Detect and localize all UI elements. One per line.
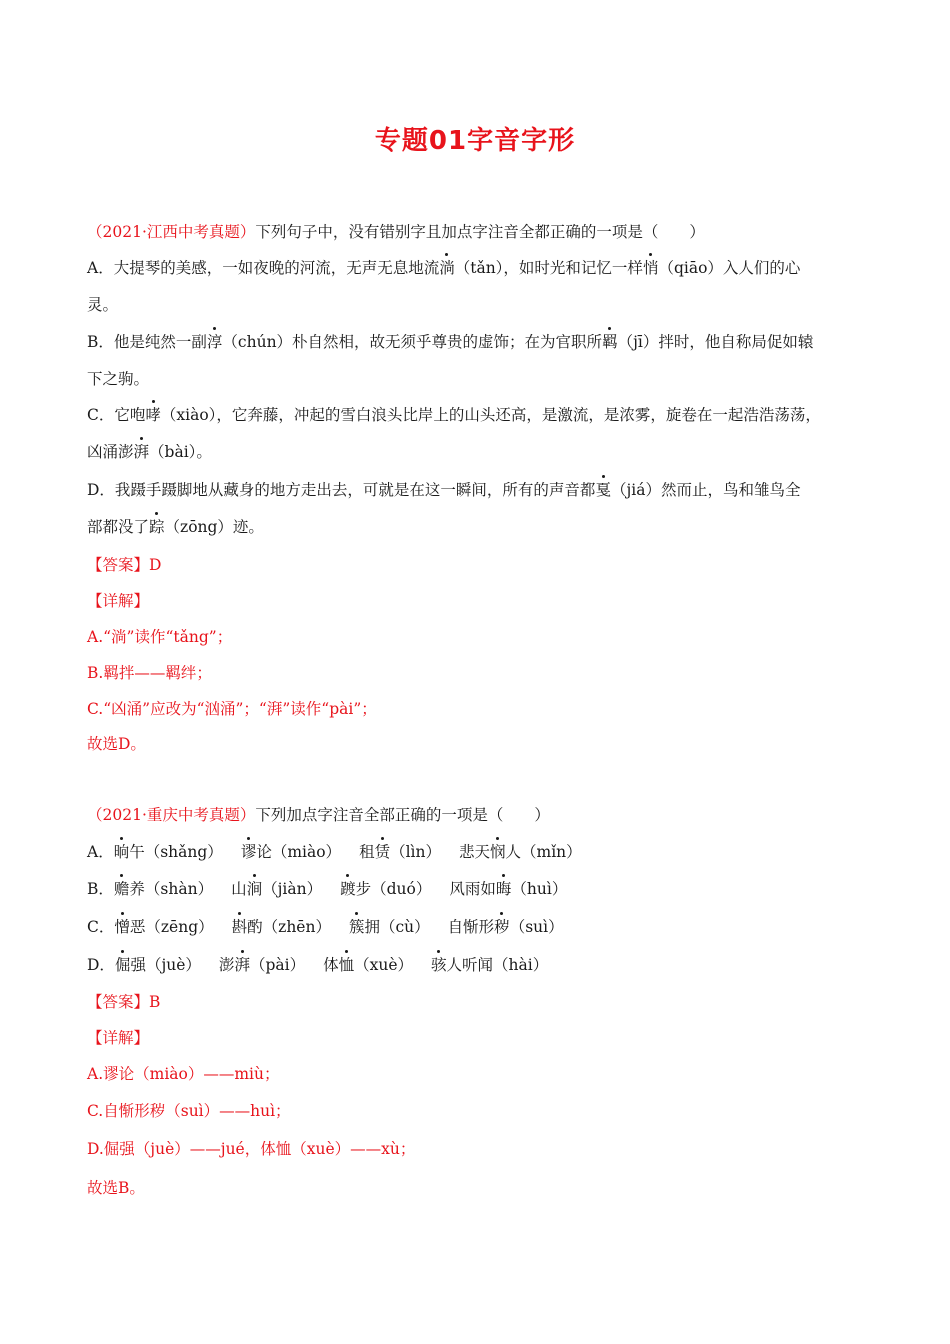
q2-detail-line: 故选B。 <box>87 1179 145 1197</box>
q2-dotted-char: 簇 <box>349 915 365 939</box>
q2-term-text: 论（miào） <box>256 843 342 861</box>
q2-term-text: 风雨如 <box>449 880 496 898</box>
q1-a-dotted-char: 淌 <box>439 256 455 280</box>
q1-detail-line: B.羁拌——羁绊； <box>87 664 212 682</box>
q1-detail-line: C.“凶涌”应改为“汹涌”；“湃”读作“pài”； <box>87 700 377 718</box>
q2-term-text: 澎 <box>218 956 235 974</box>
q2-term-text: （pài） <box>249 956 306 974</box>
q1-detail-line: 故选D。 <box>87 735 146 753</box>
q1-d-text: （jiá）然而止，鸟和雏鸟全 <box>610 481 801 499</box>
q2-detail-line: A.谬论（miào）——miù； <box>87 1065 280 1083</box>
q2-dotted-char: 涧 <box>247 877 263 901</box>
q2-term-text: 拥（cù） <box>364 918 430 936</box>
q2-term-text: 步（duó） <box>355 880 432 898</box>
q1-option-c <box>87 403 821 427</box>
q1-a-text: （qiāo）入人们的心 <box>658 259 801 277</box>
q2-term-text: 悲天 <box>459 843 491 861</box>
q2-dotted-char: 湃 <box>234 953 250 977</box>
q1-c-text: C．它咆 <box>87 406 146 424</box>
q2-term-text: 体 <box>323 956 339 974</box>
q2-dotted-char: 憎 <box>114 915 130 939</box>
q1-b-dotted-char: 淳 <box>207 330 223 354</box>
q2-option-b <box>87 877 567 901</box>
q1-b-dotted-char: 羁 <box>602 330 618 354</box>
q1-c-text: （xiào），它奔藤，冲起的雪白浪头比岸上的山头还高，是激流，是浓雾，旋卷在一起浩浩荡荡， <box>160 406 821 424</box>
q1-option-d <box>87 478 800 502</box>
q1-option-a <box>87 256 800 280</box>
q1-c-dotted-char: 哮 <box>145 403 161 427</box>
q2-term-text: 恶（zēng） <box>129 918 214 936</box>
q1-a-text: （tǎn），如时光和记忆一样 <box>454 259 643 277</box>
q1-source: （2021·江西中考真题） <box>87 223 256 241</box>
q1-answer: 【答案】D <box>87 556 162 574</box>
q2-term-text: 自惭形 <box>447 918 495 936</box>
q2-dotted-char: 倔 <box>115 953 131 977</box>
q2-term-text: 人听闻（hài） <box>446 956 549 974</box>
q2-option-a <box>87 840 582 864</box>
q1-d-dotted-char: 戛 <box>595 478 611 502</box>
q1-b-text: （chún）朴自然相，故无须乎尊贵的虚饰；在为官职所 <box>222 333 603 351</box>
q2-term-text: 养（shàn） <box>129 880 214 898</box>
q2-stem: 下列加点字注音全部正确的一项是（ ） <box>255 806 550 824</box>
q2-dotted-char: 骇 <box>431 953 447 977</box>
q2-stem-line <box>87 803 550 827</box>
q1-detail-head: 【详解】 <box>87 592 150 610</box>
q2-term-text: 人（mǐn） <box>505 843 582 861</box>
q2-term-text: （lìn） <box>390 843 441 861</box>
q1-detail-line: A.“淌”读作“tǎng”； <box>87 628 233 646</box>
q2-a-label: A． <box>87 843 114 861</box>
q2-dotted-char: 赁 <box>375 840 391 864</box>
q2-term-text: （suì） <box>509 918 564 936</box>
q1-option-a-cont: 灵。 <box>87 296 119 314</box>
page-title: 专题01字音字形 <box>374 126 576 156</box>
q2-answer: 【答案】B <box>87 993 161 1011</box>
q2-dotted-char: 斟 <box>232 915 248 939</box>
q2-dotted-char: 晦 <box>496 877 512 901</box>
q2-option-c <box>87 915 564 939</box>
q2-d-label: D． <box>87 956 115 974</box>
q2-term-text: 午（shǎng） <box>129 843 223 861</box>
q1-option-b-cont: 下之驹。 <box>87 370 150 388</box>
q1-c-text: 凶涌澎 <box>87 443 134 461</box>
q2-b-label: B． <box>87 880 114 898</box>
q2-detail-line: C.自惭形秽（suì）——huì； <box>87 1102 291 1120</box>
q2-detail-head: 【详解】 <box>87 1029 150 1047</box>
q1-c-text: （bài）。 <box>149 443 212 461</box>
q1-a-dotted-char: 悄 <box>643 256 659 280</box>
q2-term-text: 酌（zhēn） <box>247 918 331 936</box>
q1-d-dotted-char: 踪 <box>149 515 165 539</box>
q1-stem-line <box>87 220 705 244</box>
q2-term-text: （huì） <box>511 880 568 898</box>
q1-d-text: D．我蹑手蹑脚地从藏身的地方走出去，可就是在这一瞬间，所有的声音都 <box>87 481 596 499</box>
q1-option-d-cont <box>87 515 264 539</box>
q2-dotted-char: 秽 <box>494 915 510 939</box>
q2-option-d <box>87 953 548 977</box>
q2-term-text: 山 <box>231 880 247 898</box>
q1-a-text: A．大提琴的美感，一如夜晚的河流，无声无息地流 <box>87 259 440 277</box>
q2-dotted-char: 赡 <box>114 877 130 901</box>
q1-c-dotted-char: 湃 <box>134 440 150 464</box>
q2-dotted-char: 恤 <box>339 953 355 977</box>
q1-d-text: 部都没了 <box>87 518 150 536</box>
q2-dotted-char: 悯 <box>490 840 506 864</box>
q2-term-text: 强（juè） <box>130 956 201 974</box>
q2-dotted-char: 谬 <box>241 840 257 864</box>
q2-c-label: C． <box>87 918 115 936</box>
q1-b-text: （jī）拌时，他自称局促如辕 <box>617 333 814 351</box>
q1-d-text: （zōng）迹。 <box>164 518 264 536</box>
q1-option-c-cont <box>87 440 212 464</box>
q2-dotted-char: 踱 <box>340 877 356 901</box>
q2-term-text: 租 <box>359 843 375 861</box>
q2-source: （2021·重庆中考真题） <box>87 806 256 824</box>
q2-dotted-char: 晌 <box>114 840 130 864</box>
q1-b-text: B．他是纯然一副 <box>87 333 207 351</box>
q2-detail-line: D.倔强（juè）——jué，体恤（xuè）——xù； <box>87 1140 416 1158</box>
q1-option-b <box>87 330 813 354</box>
q2-term-text: （jiàn） <box>262 880 323 898</box>
q2-term-text: （xuè） <box>354 956 414 974</box>
q1-stem: 下列句子中，没有错别字且加点字注音全都正确的一项是（ ） <box>255 223 705 241</box>
